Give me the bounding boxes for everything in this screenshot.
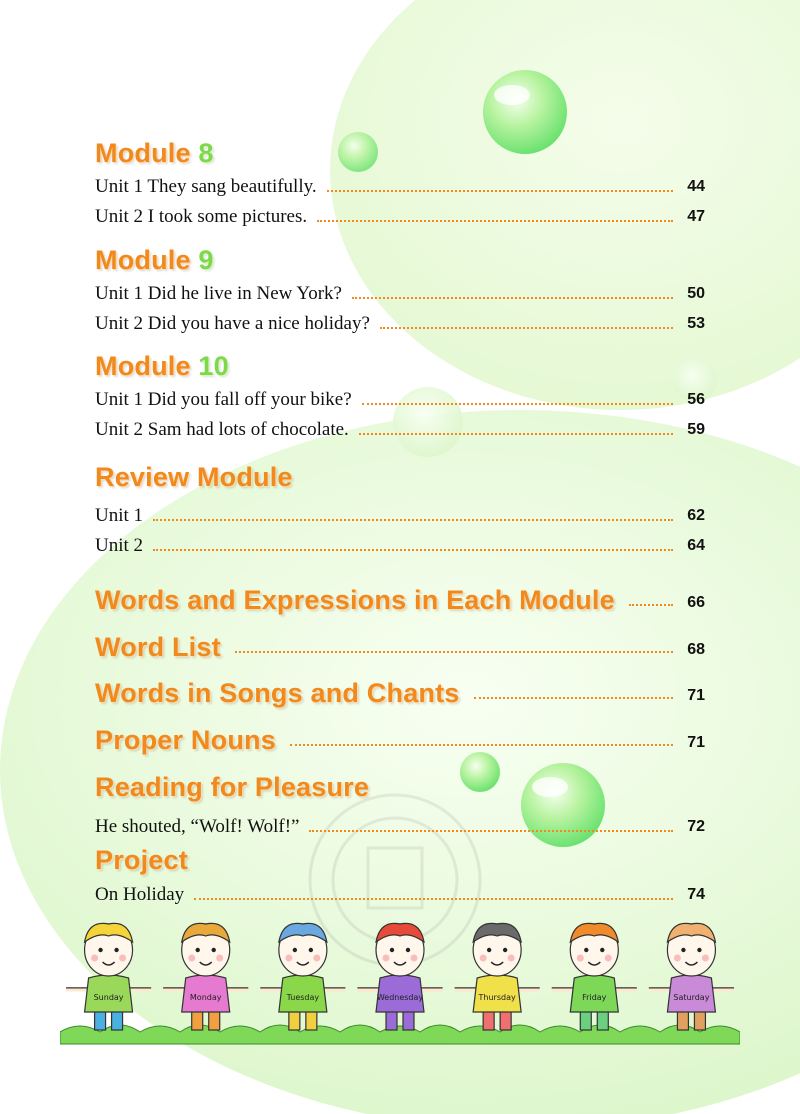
toc-entry-page: 47 [687,208,705,225]
toc-entry-page: 50 [687,285,705,302]
toc-entry-page: 53 [687,315,705,332]
toc-entry-label: Unit 2 Did you have a nice holiday? [95,313,370,334]
toc-entry-label: Unit 2 Sam had lots of chocolate. [95,419,349,440]
dot-leader [153,549,673,551]
child-figure [260,923,345,1030]
toc-entry-page: 44 [687,178,705,195]
shirt-label: Friday [582,993,607,1002]
dot-leader [359,433,673,435]
child-figure [552,923,637,1030]
child-figure [66,923,151,1030]
section-heading-module-9: Module 9 [95,245,214,275]
appendix-heading: Words and Expressions in Each Module [95,585,615,615]
toc-entry[interactable] [95,417,705,441]
toc-entry-label: Unit 1 Did you fall off your bike? [95,389,352,410]
toc-entry[interactable] [95,533,705,557]
shirt-label: Wednesday [376,993,424,1002]
toc-entry[interactable] [95,387,705,411]
dot-leader [317,220,673,222]
toc-entry-page: 68 [687,641,705,658]
toc-entry-words-in-songs[interactable] [95,678,705,709]
toc-entry-words-and-expressions[interactable] [95,585,705,616]
toc-entry-page: 62 [687,507,705,524]
appendix-heading: Words in Songs and Chants [95,678,460,708]
toc-entry-label: On Holiday [95,884,185,905]
toc-entry-page: 74 [687,886,705,903]
toc-entry-page: 56 [687,391,705,408]
section-heading-review-module: Review Module [95,462,293,492]
toc-entry[interactable] [95,204,705,228]
toc-entry-page: 71 [687,687,705,704]
dot-leader [194,898,673,900]
appendix-heading: Proper Nouns [95,725,276,755]
toc-entry-label: Unit 1 Did he live in New York? [95,283,342,304]
toc-entry-label: Unit 1 They sang beautifully. [95,176,317,197]
toc-entry-page: 64 [687,537,705,554]
toc-entry-label: Unit 2 I took some pictures. [95,206,308,227]
toc-entry[interactable] [95,281,705,305]
section-heading-project: Project [95,845,188,875]
appendix-heading: Word List [95,632,221,662]
child-figure [649,923,734,1030]
toc-entry[interactable] [95,311,705,335]
toc-entry[interactable] [95,882,705,906]
toc-entry[interactable] [95,814,705,838]
shirt-label: Monday [189,993,222,1002]
section-heading-module-10: Module 10 [95,351,229,381]
toc-entry-label: He shouted, “Wolf! Wolf!” [95,816,300,837]
dot-leader [153,519,673,521]
toc-entry-label: Unit 2 [95,535,144,556]
dot-leader [235,651,673,653]
shirt-label: Thursday [478,993,516,1002]
toc-entry-word-list[interactable] [95,632,705,663]
toc-entry-proper-nouns[interactable] [95,725,705,756]
grass [60,1025,740,1044]
child-figure [163,923,248,1030]
section-heading-reading-for-pleasure: Reading for Pleasure [95,772,370,802]
shirt-label: Sunday [93,993,124,1002]
toc-entry-page: 72 [687,818,705,835]
dot-leader [629,604,673,606]
toc-entry[interactable] [95,174,705,198]
shirt-label: Saturday [673,993,710,1002]
dot-leader [362,403,673,405]
dot-leader [290,744,673,746]
toc-entry-page: 71 [687,734,705,751]
children-illustration [60,920,740,1050]
toc-entry-page: 59 [687,421,705,438]
section-heading-module-8: Module 8 [95,138,214,168]
toc-entry[interactable] [95,503,705,527]
child-figure [455,923,540,1030]
dot-leader [352,297,673,299]
dot-leader [327,190,673,192]
dot-leader [380,327,673,329]
shirt-label: Tuesday [286,993,320,1002]
child-figure [357,923,442,1030]
dot-leader [474,697,673,699]
toc-entry-label: Unit 1 [95,505,144,526]
toc-entry-page: 66 [687,594,705,611]
dot-leader [309,830,673,832]
